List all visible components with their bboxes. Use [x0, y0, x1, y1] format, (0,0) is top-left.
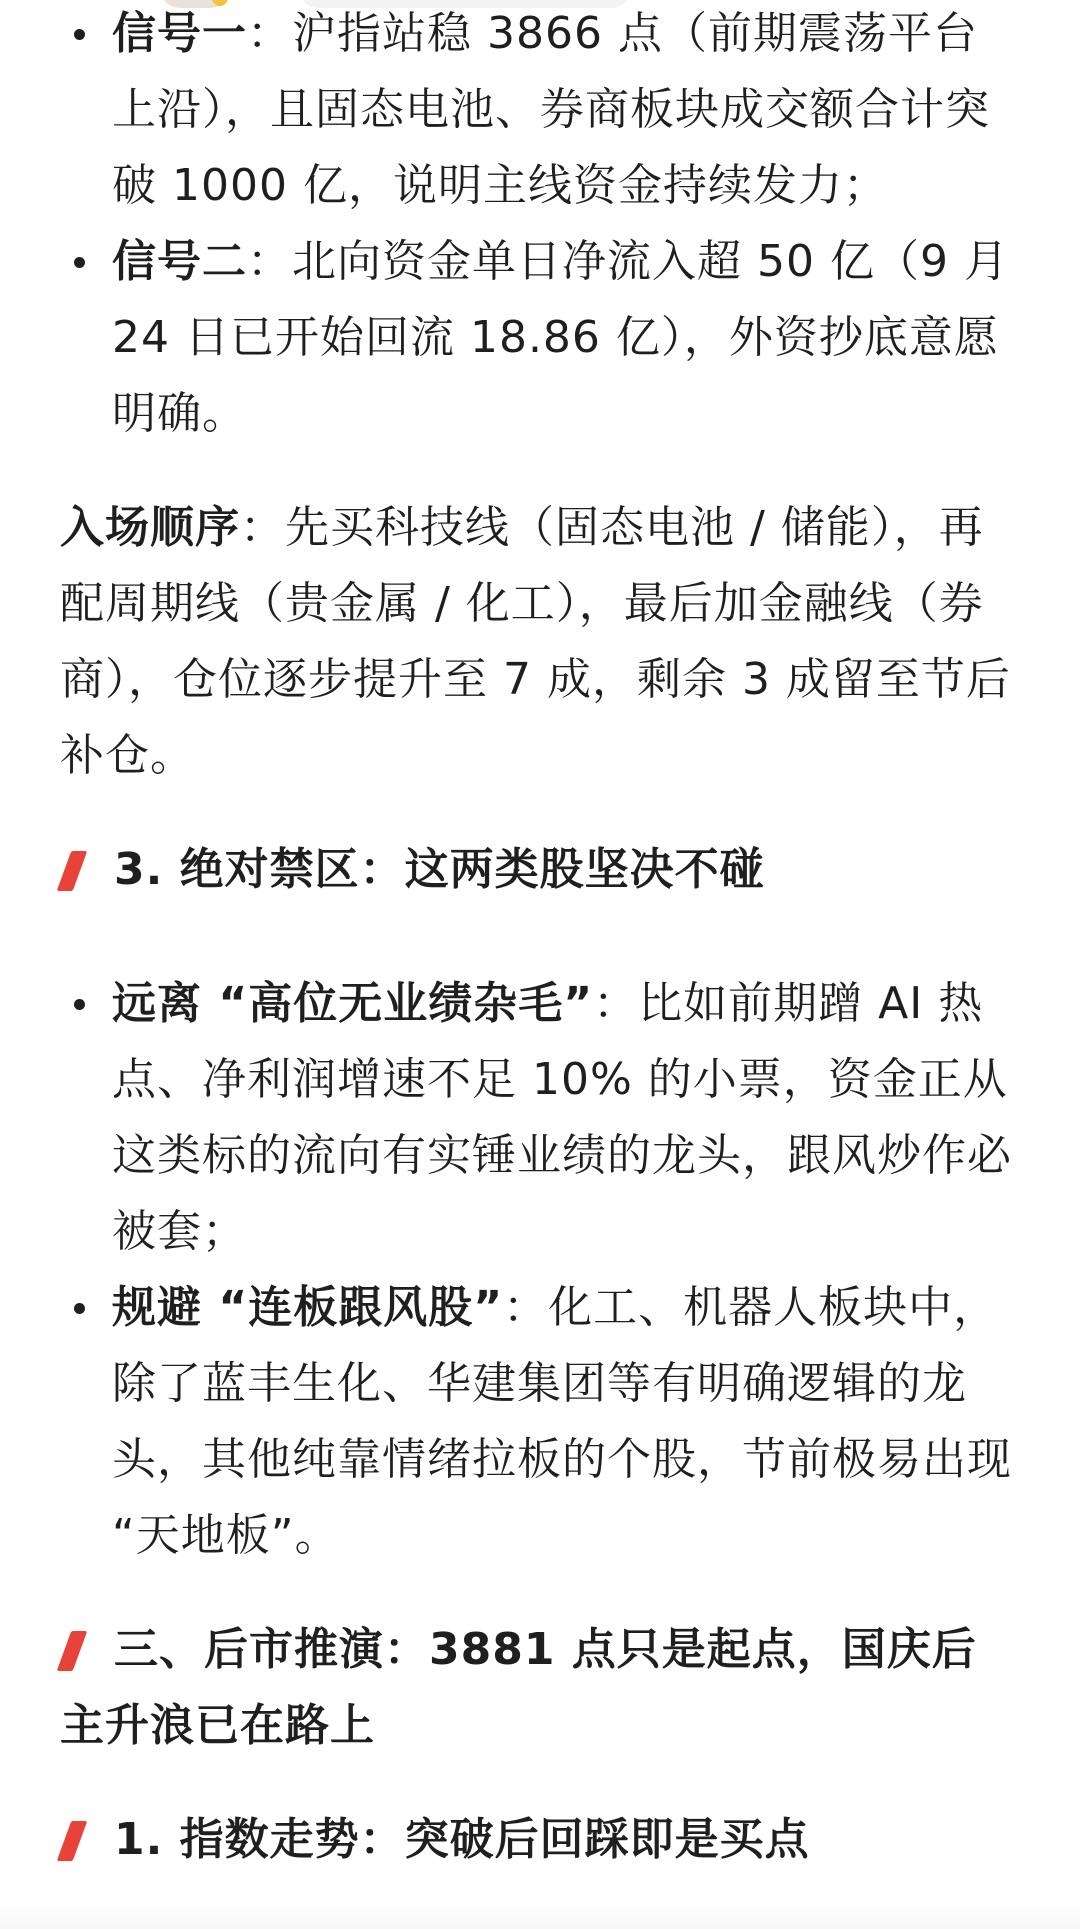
bullet-dot-icon	[74, 999, 85, 1010]
bullet-dot-icon	[74, 29, 85, 40]
entry-order-colon: ：	[240, 502, 285, 553]
list-item-forbidden-1	[60, 966, 1020, 1270]
section-heading-forbidden	[60, 832, 1020, 908]
forbidden-list	[60, 966, 1020, 1574]
bottom-fade	[0, 1901, 1080, 1929]
list-item-signal-2	[60, 224, 1020, 452]
bullet-dot-icon	[74, 257, 85, 268]
article-body	[60, 0, 1020, 1878]
signal-text: 北向资金单日净流入超 50 亿（9 月 24 日已开始回流 18.86 亿），外资抄底意愿明确。	[112, 236, 1009, 439]
forbidden-label: 规避 “连板跟风股”	[112, 1282, 504, 1333]
signal-label: 信号一	[112, 8, 247, 59]
signal-text: 沪指站稳 3866 点（前期震荡平台上沿），且固态电池、券商板块成交额合计突破 1000 亿，说明主线资金持续发力；	[112, 8, 990, 211]
forbidden-text: 比如前期蹭 AI 热点、净利润增速不足 10% 的小票，资金正从这类标的流向有实锤业绩的龙头，跟风炒作必被套；	[112, 978, 1012, 1257]
forbidden-text: 化工、机器人板块中，除了蓝丰生化、华建集团等有明确逻辑的龙头，其他纯靠情绪拉板的个股，节前极易出现 “天地板”。	[112, 1282, 1012, 1561]
entry-order-paragraph	[60, 490, 1020, 794]
section-heading-outlook	[60, 1612, 1020, 1764]
bullet-dot-icon	[74, 1303, 85, 1314]
signal-list	[60, 0, 1020, 452]
signal-colon: ：	[247, 236, 292, 287]
forbidden-label: 远离 “高位无业绩杂毛”	[112, 978, 594, 1029]
forbidden-colon: ：	[503, 1282, 549, 1333]
section-heading-index-trend	[60, 1802, 1020, 1878]
forbidden-colon: ：	[593, 978, 639, 1029]
section-heading-text: 三、后市推演：3881 点只是起点，国庆后主升浪已在路上	[60, 1624, 977, 1751]
signal-colon: ：	[247, 8, 292, 59]
list-item-signal-1	[60, 0, 1020, 224]
entry-order-label: 入场顺序	[60, 502, 240, 553]
section-heading-text: 3. 绝对禁区：这两类股坚决不碰	[114, 844, 765, 895]
list-item-forbidden-2	[60, 1270, 1020, 1574]
entry-order-text: 先买科技线（固态电池 / 储能），再配周期线（贵金属 / 化工），最后加金融线（券商），仓位逐步提升至 7 成，剩余 3 成留至节后补仓。	[60, 502, 1011, 781]
signal-label: 信号二	[112, 236, 247, 287]
section-heading-text: 1. 指数走势：突破后回踩即是买点	[114, 1814, 810, 1865]
